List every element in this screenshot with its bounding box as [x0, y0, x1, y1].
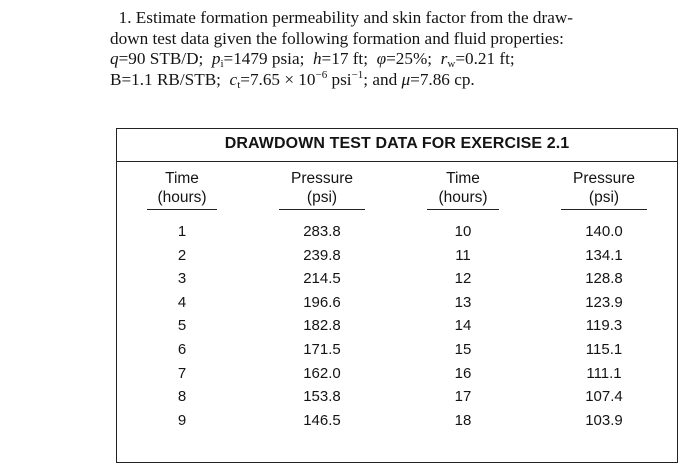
title-divider — [117, 161, 677, 162]
h-value: =17 ft; — [321, 49, 368, 68]
ct-symbol: c — [229, 69, 238, 89]
table-cell: 8 — [177, 388, 187, 406]
column-header — [279, 169, 365, 210]
table-cell: 128.8 — [585, 270, 623, 288]
header-line: Time — [446, 170, 480, 187]
table-cell: 11 — [455, 246, 471, 264]
ct-exponent: −6 — [315, 68, 328, 81]
table-cell: 107.4 — [585, 388, 623, 406]
table-cell: 5 — [177, 317, 187, 335]
table-cell: 214.5 — [303, 270, 341, 288]
table-cell: 115.1 — [585, 340, 623, 358]
table-cell: 6 — [177, 340, 187, 358]
problem-line-1: Estimate formation permeability and skin factor from the draw- — [135, 8, 573, 27]
problem-number: 1. — [118, 8, 132, 27]
header-line: Pressure — [572, 170, 636, 187]
table-cell: 4 — [177, 293, 187, 311]
table-title: DRAWDOWN TEST DATA FOR EXERCISE 2.1 — [224, 135, 570, 152]
table-cell: 153.8 — [303, 388, 341, 406]
q-symbol: q — [110, 49, 119, 68]
column-cells — [561, 220, 647, 432]
column-pressure-1 — [279, 169, 365, 432]
drawdown-table — [116, 128, 678, 463]
table-cell: 1 — [177, 223, 187, 240]
table-cell: 171.5 — [303, 340, 341, 358]
table-cell: 13 — [454, 293, 472, 311]
ct-unit: psi — [331, 69, 352, 89]
table-cell: 15 — [454, 340, 472, 358]
table-cell: 10 — [454, 223, 472, 240]
header-unit: (psi) — [306, 189, 338, 206]
rw-symbol: r — [440, 49, 448, 68]
table-cell: 3 — [177, 270, 187, 288]
table-cell: 162.0 — [303, 364, 341, 382]
and-text: ; and — [363, 69, 398, 89]
column-time-1 — [147, 169, 217, 432]
q-value: =90 STB/D; — [118, 49, 204, 68]
table-cell: 18 — [454, 411, 472, 429]
table-cell: 140.0 — [585, 223, 623, 240]
header-unit: (hours) — [157, 189, 207, 206]
column-header — [427, 169, 499, 210]
column-cells — [427, 220, 499, 432]
table-cell: 239.8 — [303, 246, 341, 264]
table-cell: 196.6 — [303, 293, 341, 311]
phi-value: =25%; — [386, 49, 433, 68]
table-cell: 16 — [454, 364, 472, 382]
ct-value: =7.65 × 10 — [240, 69, 316, 89]
p-value: =1479 psia; — [223, 49, 305, 68]
ct-unit-exponent: −1 — [351, 68, 364, 81]
table-cell: 123.9 — [585, 293, 623, 311]
ct-subscript: t — [237, 78, 241, 91]
table-cell: 182.8 — [303, 317, 341, 335]
column-header — [147, 169, 217, 210]
table-cell: 134.1 — [585, 246, 623, 264]
problem-line-2: down test data given the following formation and fluid properties: — [110, 28, 564, 48]
header-line: Pressure — [290, 170, 354, 187]
table-cell: 14 — [454, 317, 472, 335]
column-cells — [279, 220, 365, 432]
table-cell: 9 — [177, 411, 187, 429]
table-cell: 17 — [454, 388, 472, 406]
phi-symbol: φ — [376, 49, 387, 68]
p-subscript: i — [220, 58, 224, 70]
header-unit: (psi) — [588, 189, 620, 206]
table-cell: 2 — [177, 246, 187, 264]
mu-symbol: μ — [401, 69, 411, 89]
column-pressure-2 — [561, 169, 647, 432]
table-cell: 111.1 — [586, 364, 622, 382]
column-cells — [147, 220, 217, 432]
table-cell: 119.3 — [585, 317, 623, 335]
table-cell: 283.8 — [303, 223, 341, 240]
table-cell: 103.9 — [585, 411, 623, 429]
header-line: Time — [165, 170, 199, 187]
p-symbol: p — [211, 49, 221, 68]
table-cell: 12 — [454, 270, 472, 288]
h-symbol: h — [312, 49, 322, 68]
table-cell: 7 — [177, 364, 187, 382]
b-value: B=1.1 RB/STB; — [110, 69, 221, 89]
column-header — [561, 169, 647, 210]
column-time-2 — [427, 169, 499, 432]
problem-statement — [110, 8, 688, 90]
header-unit: (hours) — [438, 189, 488, 206]
rw-value: =0.21 ft; — [455, 49, 515, 68]
table-cell: 146.5 — [303, 411, 341, 429]
rw-subscript: w — [447, 58, 456, 70]
mu-value: =7.86 cp. — [410, 69, 475, 89]
